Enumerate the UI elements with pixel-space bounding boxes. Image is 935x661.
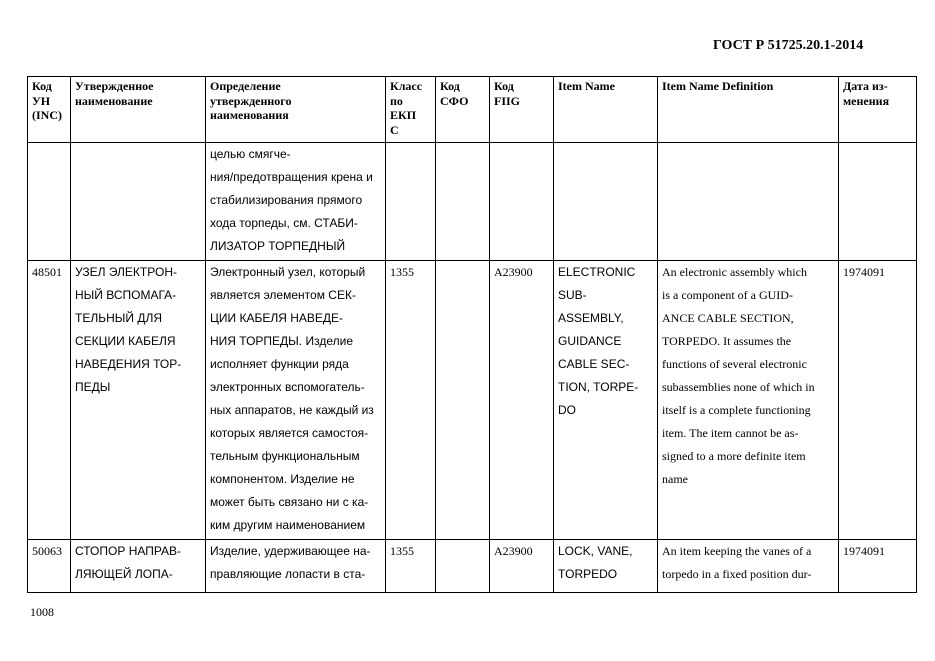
header-change-date-line: менения [843,93,890,108]
item-name-definition-line: is a component of a GUID- [662,288,793,302]
page-number: 1008 [30,605,54,619]
cell-change-date [839,261,917,540]
fiig-value: A23900 [494,265,533,279]
definition-line: может быть связано ни с ка- [210,495,369,509]
definition-line: исполняет функции ряда [210,357,349,371]
item-name-definition-line: functions of several electronic [662,357,807,371]
cell-approved-name [71,143,206,261]
header-item-name-definition [658,77,839,143]
cell-class [386,540,436,593]
cell-inc [28,261,71,540]
cell-definition [206,143,386,261]
approved-name-line: УЗЕЛ ЭЛЕКТРОН- [75,265,177,279]
class-value: 1355 [390,265,414,279]
header-definition-line: наименования [210,108,289,122]
approved-name-line: СТОПОР НАПРАВ- [75,544,182,558]
inc-value: 48501 [32,265,62,279]
header-sfo [436,77,490,143]
table-header-row [28,77,917,143]
cell-change-date [839,540,917,593]
item-name-line: LOCK, VANE, [558,544,633,558]
definition-line: тельным функциональным [210,449,360,463]
cell-item-name [554,540,658,593]
item-name-line: DO [558,403,576,417]
definition-line: Электронный узел, который [210,265,366,279]
item-name-definition-line: name [662,472,688,486]
definition-line: ЛИЗАТОР ТОРПЕДНЫЙ [210,239,346,253]
definition-line: целью смягче- [210,147,291,161]
table-row [28,143,917,261]
definition-line: НИЯ ТОРПЕДЫ. Изделие [210,334,353,348]
header-change-date [839,77,917,143]
definition-line: хода торпеды, см. СТАБИ- [210,216,358,230]
header-class-line: Класс [390,79,423,93]
header-definition-line: Определение [210,79,281,93]
class-value: 1355 [390,544,414,558]
approved-name-line: ТЕЛЬНЫЙ ДЛЯ [75,311,162,325]
cell-class [386,143,436,261]
definition-line: стабилизирования прямого [210,193,363,207]
header-definition [206,77,386,143]
cell-class [386,261,436,540]
table-row [28,261,917,540]
header-inc-line: УН [32,93,51,108]
cell-inc [28,540,71,593]
item-name-definition-line: An item keeping the vanes of a [662,544,812,558]
definition-line: ким другим наименованием [210,518,366,532]
cell-fiig [490,540,554,593]
cell-approved-name [71,261,206,540]
item-name-definition-line: itself is a complete functioning [662,403,811,417]
header-inc-line: Код [32,79,52,93]
change-date-value: 1974091 [843,265,885,279]
header-class-line: С [390,122,399,137]
approved-name-line: СЕКЦИИ КАБЕЛЯ [75,334,176,348]
item-name-definition-line: ANCE CABLE SECTION, [662,311,794,325]
header-item-name-definition-line: Item Name Definition [662,79,774,93]
item-name-line: GUIDANCE [558,334,622,348]
cell-definition [206,261,386,540]
header-fiig-line: Код [494,79,514,93]
header-definition-line: утвержденного [210,93,292,108]
header-approved-name-line: наименование [75,93,153,108]
header-class [386,77,436,143]
cell-item-name-definition [658,261,839,540]
item-name-line: SUB- [558,288,587,302]
cell-item-name [554,261,658,540]
item-name-line: CABLE SEC- [558,357,630,371]
cell-item-name [554,143,658,261]
definition-line: компонентом. Изделие не [210,472,355,486]
cell-sfo [436,261,490,540]
item-name-definition-line: TORPEDO. It assumes the [662,334,792,348]
definition-line: является элементом СЕК- [210,288,356,302]
approved-name-line: ЛЯЮЩЕЙ ЛОПА- [75,567,173,581]
definition-line: ЦИИ КАБЕЛЯ НАВЕДЕ- [210,311,344,325]
header-approved-name-line: Утвержденное [75,79,154,93]
page-header-standard-code: ГОСТ Р 51725.20.1-2014 [713,38,864,53]
approved-name-line: НЫЙ ВСПОМАГА- [75,288,177,302]
cell-inc [28,143,71,261]
item-name-line: TION, TORPE- [558,380,639,394]
nomenclature-table [27,76,917,593]
definition-line: электронных вспомогатель- [210,380,365,394]
cell-item-name-definition [658,143,839,261]
cell-sfo [436,540,490,593]
item-name-definition-line: signed to a more definite item [662,449,806,463]
fiig-value: A23900 [494,544,533,558]
header-item-name-line: Item Name [558,79,615,93]
item-name-line: ELECTRONIC [558,265,636,279]
header-fiig [490,77,554,143]
definition-line: которых является самостоя- [210,426,369,440]
item-name-definition-line: torpedo in a fixed position dur- [662,567,812,581]
approved-name-line: НАВЕДЕНИЯ ТОР- [75,357,182,371]
definition-line: Изделие, удерживающее на- [210,544,371,558]
header-inc [28,77,71,143]
approved-name-line: ПЕДЫ [75,380,111,394]
cell-change-date [839,143,917,261]
inc-value: 50063 [32,544,62,558]
header-class-line: ЕКП [390,108,417,122]
cell-fiig [490,143,554,261]
header-item-name [554,77,658,143]
cell-fiig [490,261,554,540]
definition-line: ных аппаратов, не каждый из [210,403,374,417]
definition-line: правляющие лопасти в ста- [210,567,366,581]
header-sfo-line: Код [440,79,460,93]
header-inc-line: (INC) [32,108,62,122]
table-row [28,540,917,593]
item-name-definition-line: item. The item cannot be as- [662,426,799,440]
item-name-line: TORPEDO [558,567,618,581]
item-name-definition-line: An electronic assembly which [662,265,807,279]
cell-item-name-definition [658,540,839,593]
item-name-line: ASSEMBLY, [558,311,624,325]
cell-definition [206,540,386,593]
cell-approved-name [71,540,206,593]
header-class-line: по [390,93,403,108]
definition-line: ния/предотвращения крена и [210,170,373,184]
change-date-value: 1974091 [843,544,885,558]
header-fiig-line: FIIG [494,93,521,108]
header-sfo-line: СФО [440,93,469,108]
cell-sfo [436,143,490,261]
header-approved-name [71,77,206,143]
header-change-date-line: Дата из- [843,79,888,93]
item-name-definition-line: subassemblies none of which in [662,380,815,394]
